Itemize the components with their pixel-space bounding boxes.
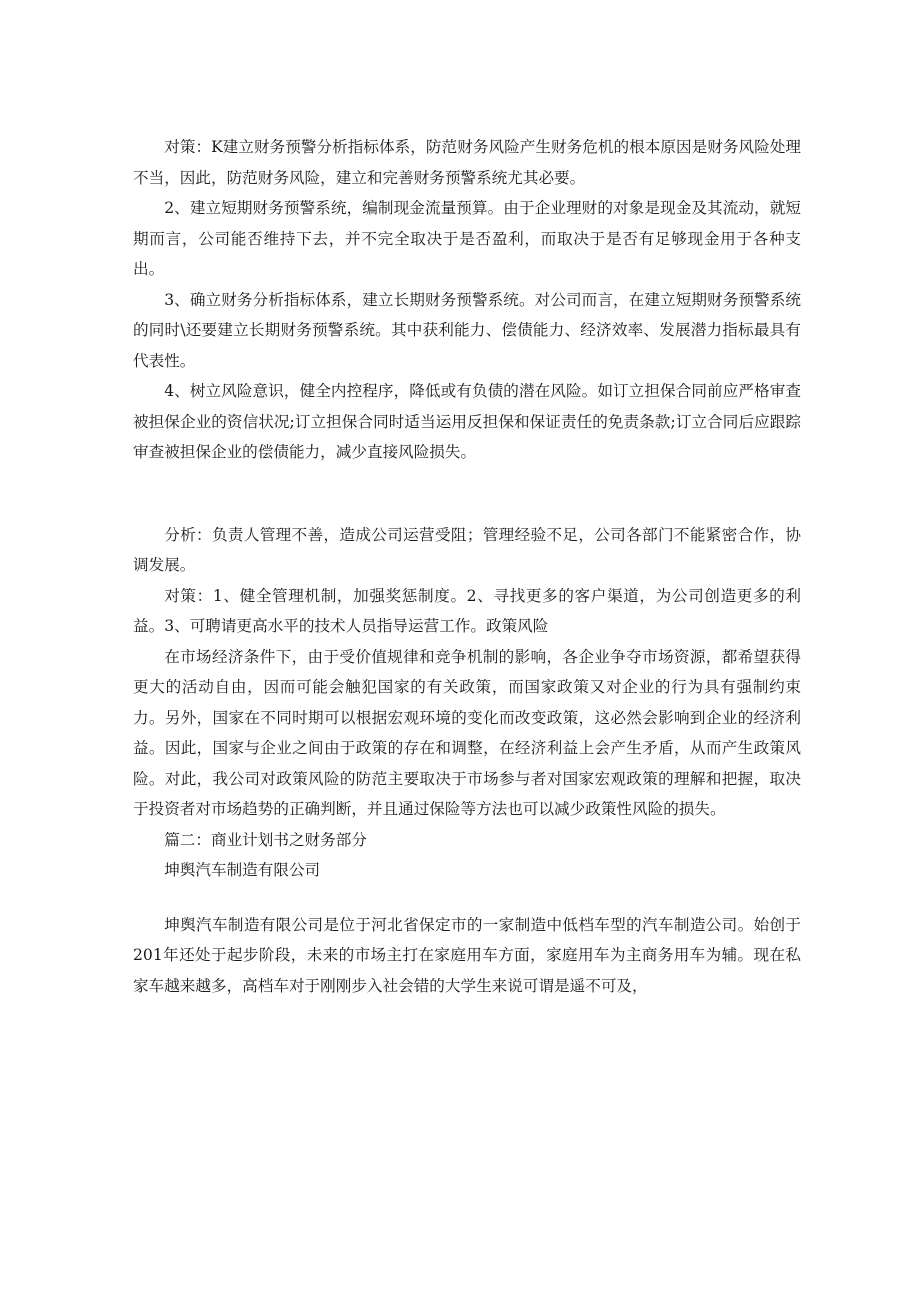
paragraph-company-intro: 坤舆汽车制造有限公司是位于河北省保定市的一家制造中低档车型的汽车制造公司。始创于201年还处于起步阶段，未来的市场主打在家庭用车方面，家庭用车为主商务用车为辅。现在私家车越来越多，高档车对于刚刚步入社会错的大学生来说可谓是遥不可及， xyxy=(133,915,801,995)
paragraph-long-term-warning: 3、确立财务分析指标体系，建立长期财务预警系统。对公司而言，在建立短期财务预警系统的同时\还要建立长期财务预警系统。其中获利能力、偿债能力、经济效率、发展潜力指标最具有代表性。 xyxy=(133,290,801,370)
section-gap xyxy=(133,468,801,520)
paragraph-chapter-two-title: 篇二：商业计划书之财务部分 xyxy=(164,830,367,849)
section-gap xyxy=(133,886,801,910)
paragraph-policy-risk: 在市场经济条件下，由于受价值规律和竞争机制的影响，各企业争夺市场资源，都希望获得更大的活动自由，因而可能会触犯国家的有关政策，而国家政策又对企业的行为具有强制约束力。另外，国家在不同时期可以根据宏观环境的变化而改变政策，这必然会影响到企业的经济利益。因此，国家与企业之间由于政策的存在和调整，在经济利益上会产生矛盾，从而产生政策风险。对此，我公司对政策风险的防范主要取决于市场参与者对国家宏观政策的理解和把握，取决于投资者对市场趋势的正确判断，并且通过保险等方法也可以减少政策性风险的损失。 xyxy=(133,647,801,818)
paragraph-countermeasure-warning: 对策：K建立财务预警分析指标体系，防范财务风险产生财务危机的根本原因是财务风险处理不当，因此，防范财务风险，建立和完善财务预警系统尤其必要。 xyxy=(133,138,801,187)
paragraph-management-countermeasure: 对策：1、健全管理机制，加强奖惩制度。2、寻找更多的客户渠道，为公司创造更多的利益。3、可聘请更高水平的技术人员指导运营工作。政策风险 xyxy=(133,586,801,635)
paragraph-risk-awareness: 4、树立风险意识，健全内控程序，降低或有负债的潜在风险。如订立担保合同前应严格审查被担保企业的资信状况;订立担保合同时适当运用反担保和保证责任的免责条款;订立合同后应跟踪审查被担保企业的偿债能力，减少直接风险损失。 xyxy=(133,382,801,461)
document-body xyxy=(133,132,801,1001)
paragraph-short-term-warning: 2、建立短期财务预警系统，编制现金流量预算。由于企业理财的对象是现金及其流动，就短期而言，公司能否维持下去，并不完全取决于是否盈利，而取决于是否有足够现金用于各种支出。 xyxy=(133,199,801,278)
paragraph-management-analysis: 分析：负责人管理不善，造成公司运营受阻；管理经验不足，公司各部门不能紧密合作，协调发展。 xyxy=(133,525,801,574)
paragraph-company-name: 坤舆汽车制造有限公司 xyxy=(164,861,321,879)
